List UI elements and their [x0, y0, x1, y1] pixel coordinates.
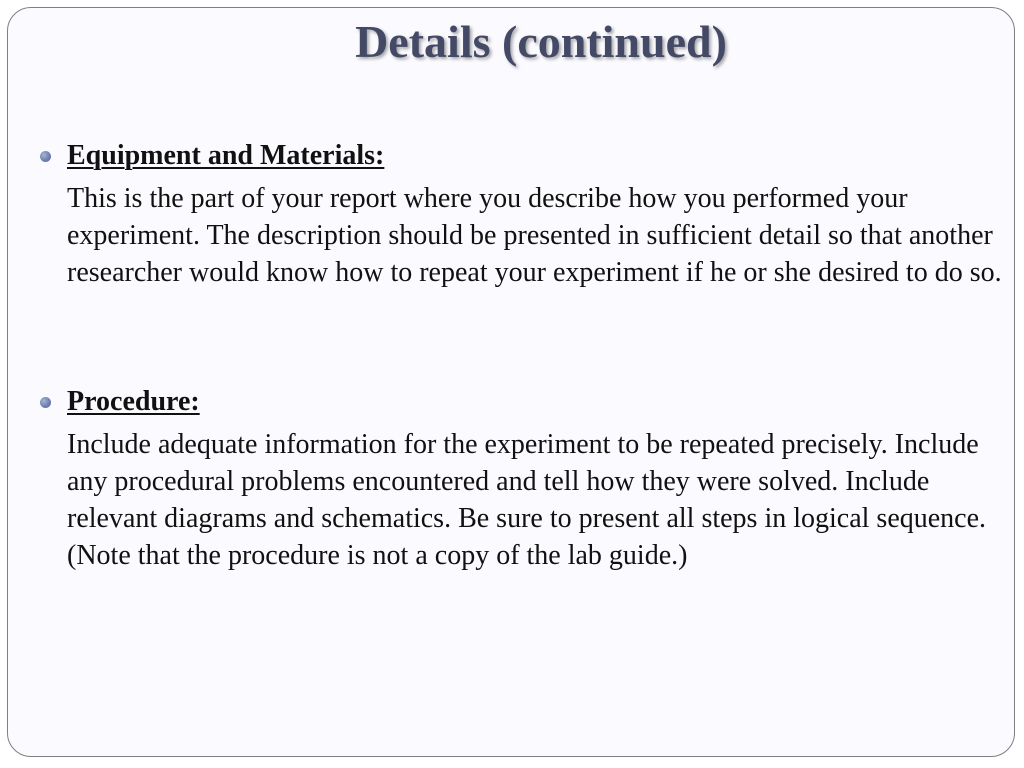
section-heading: Procedure: — [67, 386, 200, 417]
section-procedure — [40, 384, 1015, 574]
section-equipment — [40, 138, 1015, 291]
section-heading: Equipment and Materials: — [67, 140, 385, 171]
section-heading-row — [40, 384, 1015, 420]
bullet-icon — [40, 397, 51, 408]
slide-title: Details (continued) — [355, 16, 727, 67]
slide-frame — [7, 7, 1015, 757]
section-body: Include adequate information for the experiment to be repeated precisely. Include any procedural problems encountered and tell how they were solved. Include relevant diagrams and schematics. Be sure to present all steps in logical sequence. (Note that the procedure is not a copy of the lab guide.) — [67, 429, 987, 571]
bullet-icon — [40, 151, 51, 162]
section-heading-row — [40, 138, 1015, 174]
section-body: This is the part of your report where you describe how you performed your experiment. The description should be presented in sufficient detail so that another researcher would know how to repeat your experiment if he or she desired to do so. — [67, 183, 1002, 288]
